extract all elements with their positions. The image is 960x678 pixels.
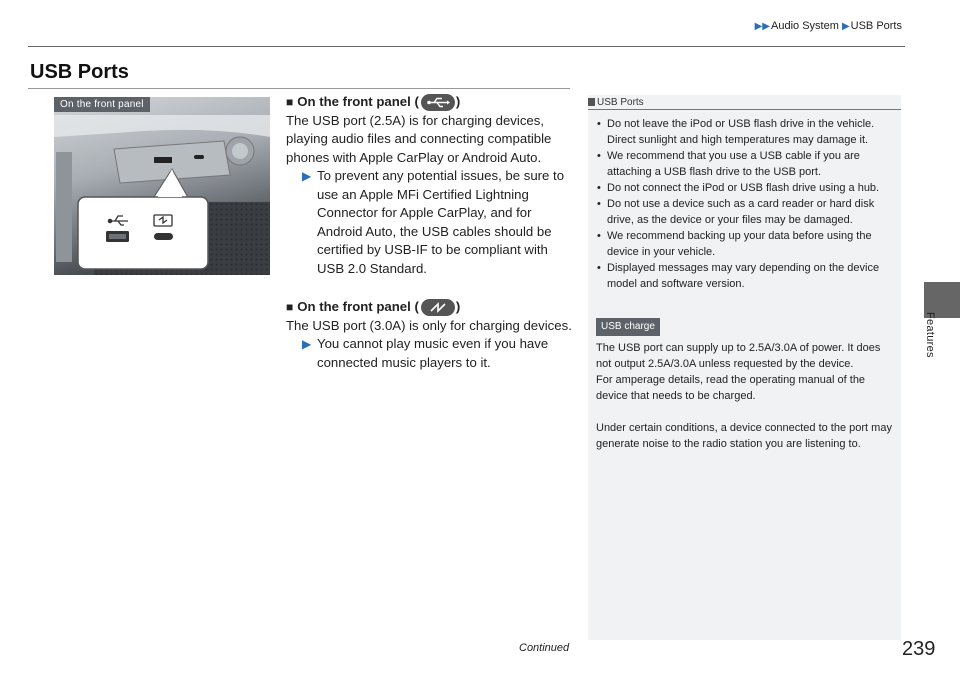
- breadcrumb-audio-system[interactable]: Audio System: [771, 20, 839, 32]
- section-note: [286, 167, 576, 278]
- bullet-dot-icon: •: [597, 182, 601, 194]
- list-item: [596, 116, 894, 148]
- heading-close: ): [455, 299, 461, 314]
- charge-paragraph: The USB port can supply up to 2.5A/3.0A of power. It does not output 2.5A/3.0A unless requested by the device.: [596, 342, 881, 370]
- list-item: [596, 148, 894, 180]
- list-item-text: Do not use a device such as a card reader or hard disk drive, as the device or your files may be damaged.: [607, 198, 875, 226]
- heading-close: ): [455, 94, 461, 109]
- note-arrow-icon: ▶: [302, 169, 312, 183]
- photo-caption: On the front panel: [54, 97, 150, 112]
- charge-paragraph: Under certain conditions, a device connected to the port may generate noise to the radio station you are listening to.: [596, 422, 892, 450]
- list-item: [596, 228, 894, 260]
- breadcrumb-arrow-icon: ▶: [841, 21, 850, 32]
- breadcrumb-arrow-icon: ▶▶: [754, 21, 770, 32]
- title-divider: [28, 88, 570, 89]
- chapter-label-text: Features: [924, 312, 936, 358]
- heading-text: On the front panel (: [297, 299, 419, 314]
- continued-label: Continued: [519, 642, 570, 654]
- chapter-label: [924, 312, 946, 372]
- section-body: The USB port (3.0A) is only for charging devices.: [286, 317, 572, 333]
- note-arrow-icon: ▶: [302, 337, 312, 351]
- bullet-dot-icon: •: [597, 118, 601, 130]
- bullet-dot-icon: •: [597, 198, 601, 210]
- page-number: 239: [902, 638, 936, 660]
- usb-charge-tag: USB charge: [596, 318, 660, 336]
- list-item: [596, 180, 894, 196]
- side-notes-panel: [588, 95, 901, 640]
- panel-heading: [588, 97, 644, 108]
- front-panel-usb-section: [286, 93, 576, 278]
- list-item-text: Do not connect the iPod or USB flash drive using a hub.: [607, 182, 880, 194]
- panel-divider: [588, 109, 901, 110]
- list-item-text: We recommend backing up your data before using the device in your vehicle.: [607, 230, 872, 258]
- page-title: USB Ports: [30, 61, 129, 83]
- panel-heading-text: USB Ports: [597, 97, 644, 108]
- square-bullet-icon: ■: [286, 95, 294, 109]
- section-heading: [286, 298, 576, 317]
- bullet-dot-icon: •: [597, 150, 601, 162]
- heading-text: On the front panel (: [297, 94, 419, 109]
- usb-pill-icon: [421, 94, 455, 111]
- header-divider: [28, 46, 905, 47]
- note-text: To prevent any potential issues, be sure to use an Apple MFi Certified Lightning Connector for Apple CarPlay, and for Android Auto, the USB cables should be certified by USB-IF to be compliant with USB 2.0 Standard.: [317, 168, 565, 276]
- note-text: You cannot play music even if you have connected music players to it.: [317, 336, 549, 370]
- section-note: [286, 335, 576, 372]
- panel-body: [596, 116, 894, 452]
- list-item-text: We recommend that you use a USB cable if you are attaching a USB flash drive to the USB port.: [607, 150, 860, 178]
- reference-marker-icon: [588, 98, 595, 106]
- list-item-text: Displayed messages may vary depending on the device model and software version.: [607, 262, 880, 290]
- square-bullet-icon: ■: [286, 300, 294, 314]
- caution-list: [596, 116, 894, 292]
- bullet-dot-icon: •: [597, 262, 601, 274]
- bullet-dot-icon: •: [597, 230, 601, 242]
- list-item: [596, 196, 894, 228]
- list-item: [596, 260, 894, 292]
- charge-paragraph: For amperage details, read the operating manual of the device that needs to be charged.: [596, 374, 866, 402]
- usb-port-illustration: [54, 97, 270, 275]
- section-body: The USB port (2.5A) is for charging devices, playing audio files and connecting compatible phones with Apple CarPlay or Android Auto.: [286, 112, 552, 165]
- breadcrumb-usb-ports[interactable]: USB Ports: [850, 20, 902, 32]
- breadcrumb: [755, 20, 902, 32]
- list-item-text: Do not leave the iPod or USB flash drive in the vehicle. Direct sunlight and high temperatures may damage it.: [607, 118, 875, 146]
- front-panel-charge-section: [286, 298, 576, 372]
- usb-port-photo: [54, 97, 270, 275]
- section-heading: [286, 93, 576, 112]
- charge-pill-icon: [421, 299, 455, 316]
